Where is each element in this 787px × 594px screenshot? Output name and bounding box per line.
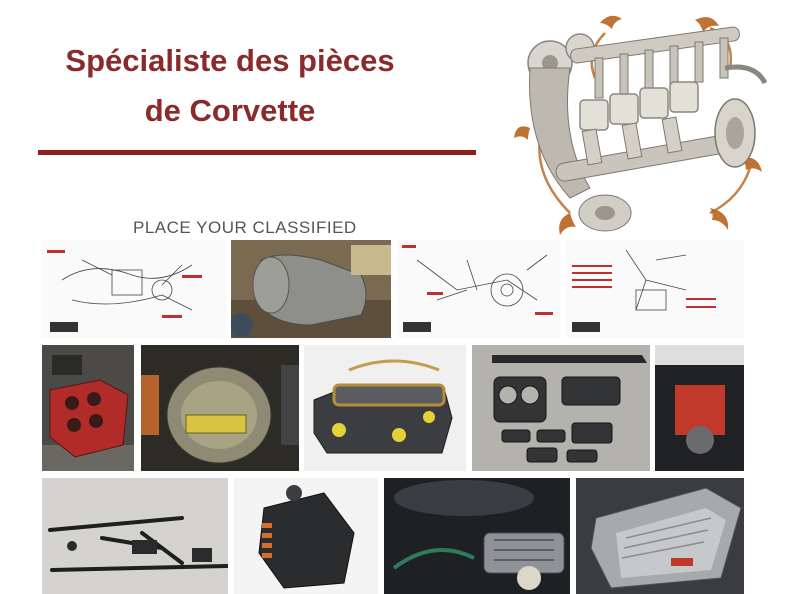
- transmission-image: [231, 240, 391, 338]
- steering-linkage[interactable]: [42, 478, 228, 594]
- engine-bay-side[interactable]: [655, 345, 744, 471]
- engine-cover-image: [576, 478, 744, 594]
- master-cylinder[interactable]: [304, 345, 466, 471]
- engine-bay-image: [655, 345, 744, 471]
- steering-linkage-image: [42, 478, 228, 594]
- parts-diagram-image: [397, 240, 560, 338]
- brake-booster[interactable]: [141, 345, 299, 471]
- brake-booster-image: [141, 345, 299, 471]
- engine-bay-image: [384, 478, 570, 594]
- master-cylinder-image: [304, 345, 466, 471]
- parts-diagram-image: [566, 240, 744, 338]
- title-divider: [38, 150, 476, 155]
- transmission-photo[interactable]: [231, 240, 391, 338]
- engine-block-image: [42, 345, 134, 471]
- title-line-1: Spécialiste des pièces: [65, 43, 395, 78]
- engine-bay-valve-covers[interactable]: [384, 478, 570, 594]
- classified-label[interactable]: PLACE YOUR CLASSIFIED: [133, 218, 357, 237]
- interior-trim-image: [472, 345, 650, 471]
- diagram-front-suspension[interactable]: [397, 240, 560, 338]
- title-line-2: de Corvette: [144, 93, 316, 128]
- page-title: [30, 36, 430, 136]
- parts-diagram-image: [42, 240, 226, 338]
- diagram-window-regulator[interactable]: [566, 240, 744, 338]
- ls-engine-cover[interactable]: [576, 478, 744, 594]
- engine-illustration: [510, 8, 775, 243]
- window-motor-image: [234, 478, 378, 594]
- power-window-motor[interactable]: [234, 478, 378, 594]
- diagram-vacuum-lines[interactable]: [42, 240, 226, 338]
- engine-block-red[interactable]: [42, 345, 134, 471]
- interior-trim-parts[interactable]: [472, 345, 650, 471]
